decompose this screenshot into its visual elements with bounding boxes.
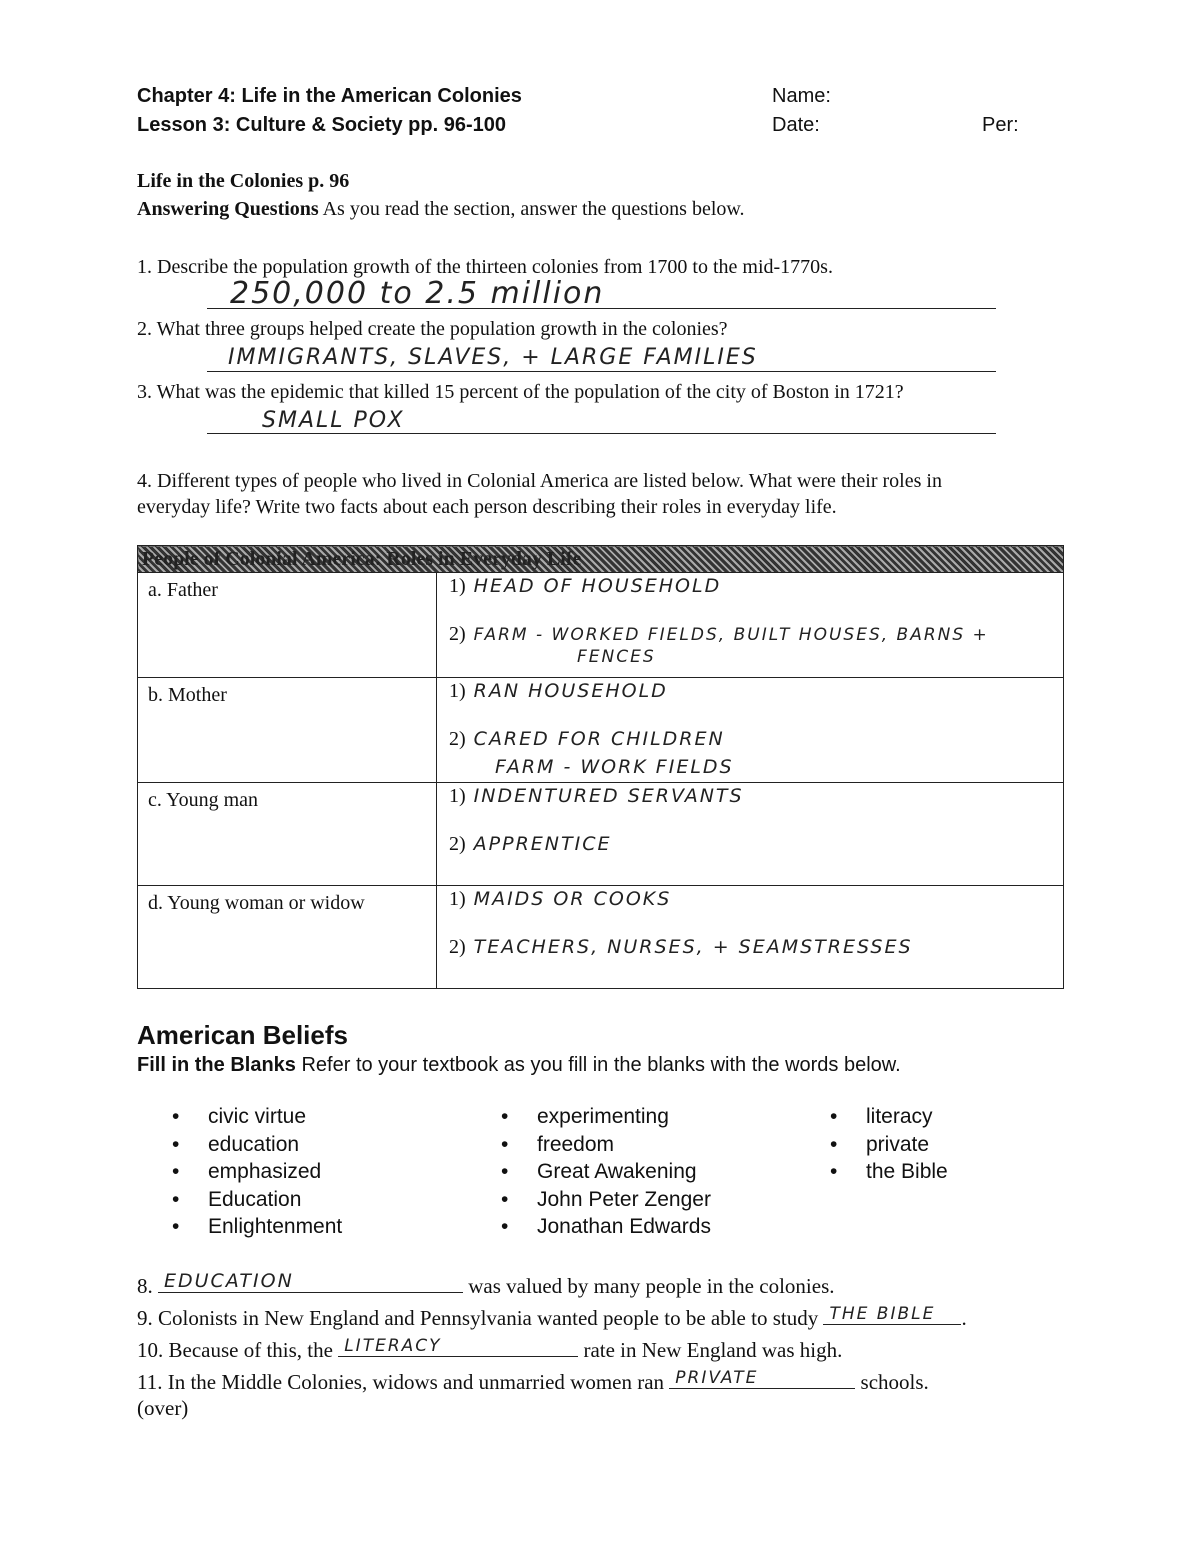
role-fact-2: APPRENTICE	[473, 833, 612, 855]
person-cell: b. Mother	[138, 678, 437, 783]
blank-answer: THE BIBLE	[829, 1304, 936, 1324]
person-cell: d. Young woman or widow	[138, 886, 437, 989]
section-title-american-beliefs: American Beliefs	[137, 1020, 348, 1050]
fill-blank-suffix: rate in New England was high.	[583, 1338, 843, 1362]
blank-line	[669, 1364, 855, 1389]
question-1: 1. Describe the population growth of the thirteen colonies from 1700 to the mid-1770s.	[137, 256, 833, 278]
fact-number: 1)	[449, 575, 466, 597]
word-bank-column-2	[499, 1103, 711, 1241]
over-note: (over)	[137, 1396, 189, 1420]
role-fact-1: INDENTURED SERVANTS	[473, 785, 744, 807]
person-cell: a. Father	[138, 573, 437, 678]
word-bank-item: • Education	[170, 1186, 342, 1214]
table-header: People of Colonial America: Roles in Everyday Life	[138, 546, 1064, 573]
fact-number: 1)	[449, 680, 466, 702]
word-bank-item: • freedom	[499, 1131, 711, 1159]
fill-blank-9	[137, 1300, 967, 1331]
roles-cell	[437, 886, 1064, 989]
word-bank-item: • experimenting	[499, 1103, 711, 1131]
word-bank-item: • the Bible	[828, 1158, 948, 1186]
question-3: 3. What was the epidemic that killed 15 percent of the population of the city of Boston in 1721?	[137, 381, 904, 403]
role-fact-1: RAN HOUSEHOLD	[473, 680, 668, 702]
answer-2: IMMIGRANTS, SLAVES, + LARGE FAMILIES	[228, 345, 758, 370]
word-bank-item: • education	[170, 1131, 342, 1159]
word-bank-item: • civic virtue	[170, 1103, 342, 1131]
word-bank-item: • private	[828, 1131, 948, 1159]
word-bank-item: • Enlightenment	[170, 1213, 342, 1241]
role-fact-2-cont: FARM - WORK FIELDS	[495, 756, 734, 778]
blank-answer: EDUCATION	[164, 1270, 294, 1292]
fact-number: 1)	[449, 785, 466, 807]
word-bank-item: • Jonathan Edwards	[499, 1213, 711, 1241]
period-label: Per:	[982, 114, 1019, 136]
question-4-line1: 4. Different types of people who lived in Colonial America are listed below. What were their roles in	[137, 470, 942, 492]
question-4-line2: everyday life? Write two facts about each person describing their roles in everyday life.	[137, 496, 837, 518]
table-header-row	[138, 546, 1064, 573]
date-label: Date:	[772, 114, 820, 136]
instructions-bold: Answering Questions	[137, 198, 319, 220]
instructions-bold: Fill in the Blanks	[137, 1054, 296, 1076]
fill-blank-suffix: .	[961, 1306, 967, 1330]
blank-answer: PRIVATE	[675, 1368, 759, 1388]
fill-blank-prefix: 8.	[137, 1274, 153, 1298]
fill-blank-suffix: was valued by many people in the colonies.	[468, 1274, 835, 1298]
fact-number: 2)	[449, 936, 466, 958]
blank-line	[823, 1300, 961, 1325]
fill-blank-10	[137, 1332, 842, 1363]
role-fact-1: HEAD OF HOUSEHOLD	[473, 575, 722, 597]
role-fact-2: CARED FOR CHILDREN	[473, 728, 725, 750]
roles-cell	[437, 573, 1064, 678]
answer-line-3	[207, 433, 996, 434]
role-fact-2: TEACHERS, NURSES, + SEAMSTRESSES	[473, 936, 913, 958]
word-bank-item: • Great Awakening	[499, 1158, 711, 1186]
word-bank-column-1	[170, 1103, 342, 1241]
role-fact-1: MAIDS OR COOKS	[473, 888, 672, 910]
answer-line-2	[207, 371, 996, 372]
word-bank-column-3	[828, 1103, 948, 1186]
word-bank-item: • emphasized	[170, 1158, 342, 1186]
table-row	[138, 573, 1064, 678]
role-fact-2: FARM - WORKED FIELDS, BUILT HOUSES, BARNS +	[473, 625, 989, 645]
blank-line	[158, 1268, 463, 1293]
fill-blank-8	[137, 1268, 835, 1299]
name-label: Name:	[772, 85, 831, 107]
answer-1: 250,000 to 2.5 million	[230, 276, 605, 311]
fact-number: 2)	[449, 623, 466, 645]
fill-blank-suffix: schools.	[860, 1370, 929, 1394]
fill-blank-prefix: 9. Colonists in New England and Pennsylvania wanted people to be able to study	[137, 1306, 819, 1330]
fill-blank-prefix: 11. In the Middle Colonies, widows and unmarried women ran	[137, 1370, 665, 1394]
fact-number: 2)	[449, 728, 466, 750]
roles-cell	[437, 783, 1064, 886]
table-row	[138, 886, 1064, 989]
person-cell: c. Young man	[138, 783, 437, 886]
instructions-text: As you read the section, answer the questions below.	[322, 198, 745, 220]
answer-3: SMALL POX	[262, 408, 405, 433]
section2-instructions	[137, 1054, 901, 1077]
roles-table	[137, 545, 1064, 989]
chapter-title: Chapter 4: Life in the American Colonies	[137, 85, 522, 107]
role-fact-2-cont: FENCES	[577, 647, 656, 667]
lesson-title: Lesson 3: Culture & Society pp. 96-100	[137, 114, 506, 136]
fill-blank-prefix: 10. Because of this, the	[137, 1338, 333, 1362]
blank-line	[338, 1332, 578, 1357]
table-row	[138, 783, 1064, 886]
section1-instructions	[137, 198, 745, 221]
section-title-life-in-colonies: Life in the Colonies p. 96	[137, 170, 350, 192]
roles-cell	[437, 678, 1064, 783]
word-bank-item: • literacy	[828, 1103, 948, 1131]
instructions-text: Refer to your textbook as you fill in the blanks with the words below.	[301, 1054, 901, 1076]
word-bank-item: • John Peter Zenger	[499, 1186, 711, 1214]
fact-number: 1)	[449, 888, 466, 910]
fill-blank-11	[137, 1364, 929, 1395]
table-row	[138, 678, 1064, 783]
blank-answer: LITERACY	[344, 1336, 442, 1356]
fact-number: 2)	[449, 833, 466, 855]
question-2: 2. What three groups helped create the population growth in the colonies?	[137, 318, 728, 340]
